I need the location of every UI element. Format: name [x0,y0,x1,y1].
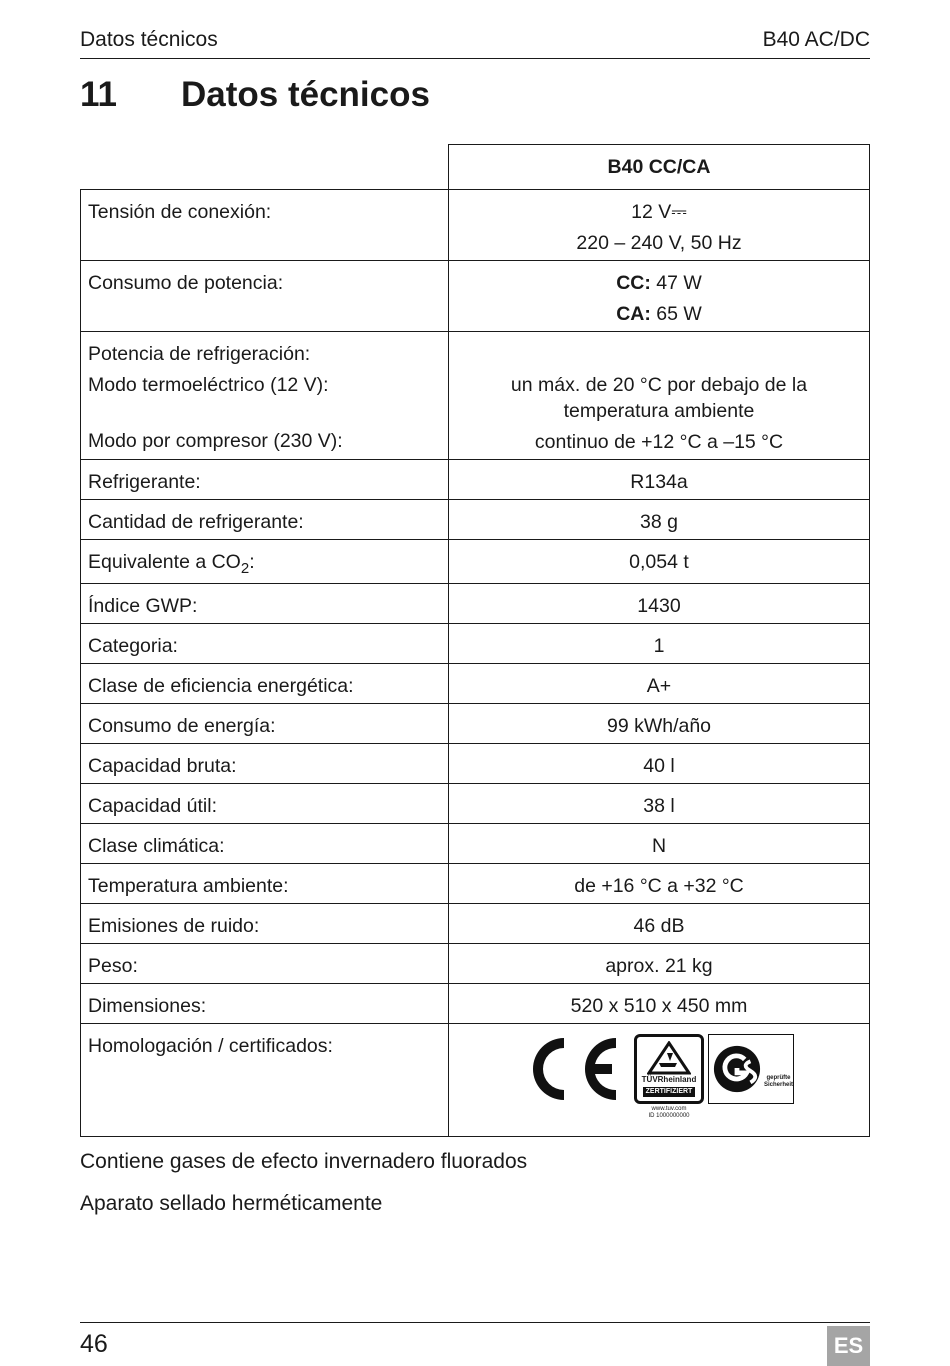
thermo-value-line2: temperatura ambiente [563,400,755,422]
thermo-value-line1: un máx. de 20 °C por debajo de la [510,374,808,396]
row-refrigerant [81,460,870,500]
page-footer [80,1322,870,1366]
power-ac [455,300,863,328]
power-dc-key: CC: [616,272,651,294]
category-label: Categoria: [88,635,178,657]
climate-class-label: Clase climática: [88,835,225,857]
note-fluorinated-gases: Contiene gases de efecto invernadero fluorados [80,1150,528,1173]
voltage-label: Tensión de conexión: [88,201,272,223]
refrigerant-qty-value: 38 g [640,511,678,533]
row-category [81,624,870,664]
power-dc-value: 47 W [650,272,702,294]
row-dimensions [81,984,870,1024]
refrigerant-qty-label: Cantidad de refrigerante: [88,511,304,533]
cooling-label: Potencia de refrigeración: [88,343,311,365]
compressor-value: continuo de +12 °C a –15 °C [534,431,784,453]
tuv-logo [634,1034,704,1104]
row-power [81,261,870,332]
climate-class-value: N [651,835,667,857]
co2-label: Equivalente a $CO_2$: [88,551,255,577]
chapter-heading [80,72,430,118]
power-ac-key: CA: [616,303,651,325]
compressor-label: Modo por compresor (230 V): [88,430,343,452]
gs-text-2: Sicherheit [763,1082,793,1088]
row-certification [81,1024,870,1137]
gross-capacity-label: Capacidad bruta: [88,755,237,777]
tuv-id: ID 1000000000 [648,1113,690,1119]
noise-label: Emisiones de ruido: [88,915,260,937]
co2-value: 0,054 t [629,551,689,573]
row-voltage [81,190,870,261]
row-weight [81,944,870,984]
row-cooling [81,332,870,460]
language-badge: ES [827,1326,870,1366]
note-hermetically-sealed: Aparato sellado herméticamente [80,1192,383,1215]
gs-mark-icon [712,1043,762,1095]
running-header [80,26,870,59]
certification-logos [455,1030,863,1120]
tuv-gs-block [634,1034,794,1120]
gs-logo [708,1034,794,1104]
model-header: B40 CC/CA [449,145,870,190]
usable-capacity-value: 38 l [643,795,675,817]
energy-class-label: Clase de eficiencia energética: [88,675,354,697]
row-gross-capacity [81,744,870,784]
header-model: B40 AC/DC [762,28,870,51]
usable-capacity-label: Capacidad útil: [88,795,217,817]
certification-label: Homologación / certificados: [88,1035,333,1057]
dimensions-value: 520 x 510 x 450 mm [570,995,748,1017]
energy-consumption-label: Consumo de energía: [88,715,276,737]
table-header-row [81,145,870,190]
tuv-brand: TÜVRheinland [641,1075,697,1084]
thermo-label: Modo termoeléctrico (12 V): [88,374,329,396]
refrigerant-label: Refrigerante: [88,471,201,493]
chapter-title: Datos técnicos [181,75,430,114]
voltage-ac-value: 220 – 240 V, 50 Hz [576,232,742,254]
page-number: 46 [80,1330,108,1358]
noise-value: 46 dB [633,915,685,937]
energy-class-value: A+ [646,675,672,697]
gross-capacity-value: 40 l [643,755,675,777]
row-refrigerant-qty [81,500,870,540]
blank-corner-cell [81,145,449,190]
tuv-cert-label: ZERTIFIZIERT [643,1087,696,1097]
row-energy-class [81,664,870,704]
ambient-temp-value: de +16 °C a +32 °C [574,875,744,897]
gs-text-1: geprüfte [766,1075,791,1081]
row-climate-class [81,824,870,864]
row-usable-capacity [81,784,870,824]
row-gwp [81,584,870,624]
tuv-triangle-icon [647,1041,691,1075]
refrigerant-value: R134a [630,471,688,493]
power-ac-value: 65 W [650,303,702,325]
energy-consumption-value: 99 kWh/año [606,715,712,737]
tuv-url: www.tuv.com [651,1106,687,1112]
power-label: Consumo de potencia: [88,272,284,294]
header-section: Datos técnicos [80,28,218,51]
weight-label: Peso: [88,955,138,977]
weight-value: aprox. 21 kg [605,955,713,977]
chapter-number: 11 [80,75,117,114]
gwp-label: Índice GWP: [88,595,198,617]
row-co2 [81,540,870,584]
spec-table [80,144,870,1137]
voltage-dc-value: 12 V⎓ [631,201,687,223]
power-dc [455,269,863,297]
gwp-value: 1430 [637,595,681,617]
dimensions-label: Dimensiones: [88,995,207,1017]
category-value: 1 [653,635,665,657]
row-energy-consumption [81,704,870,744]
ambient-temp-label: Temperatura ambiente: [88,875,289,897]
row-ambient-temp [81,864,870,904]
row-noise [81,904,870,944]
ce-mark-icon [524,1034,620,1104]
co2-subscript: 2 [240,559,250,577]
